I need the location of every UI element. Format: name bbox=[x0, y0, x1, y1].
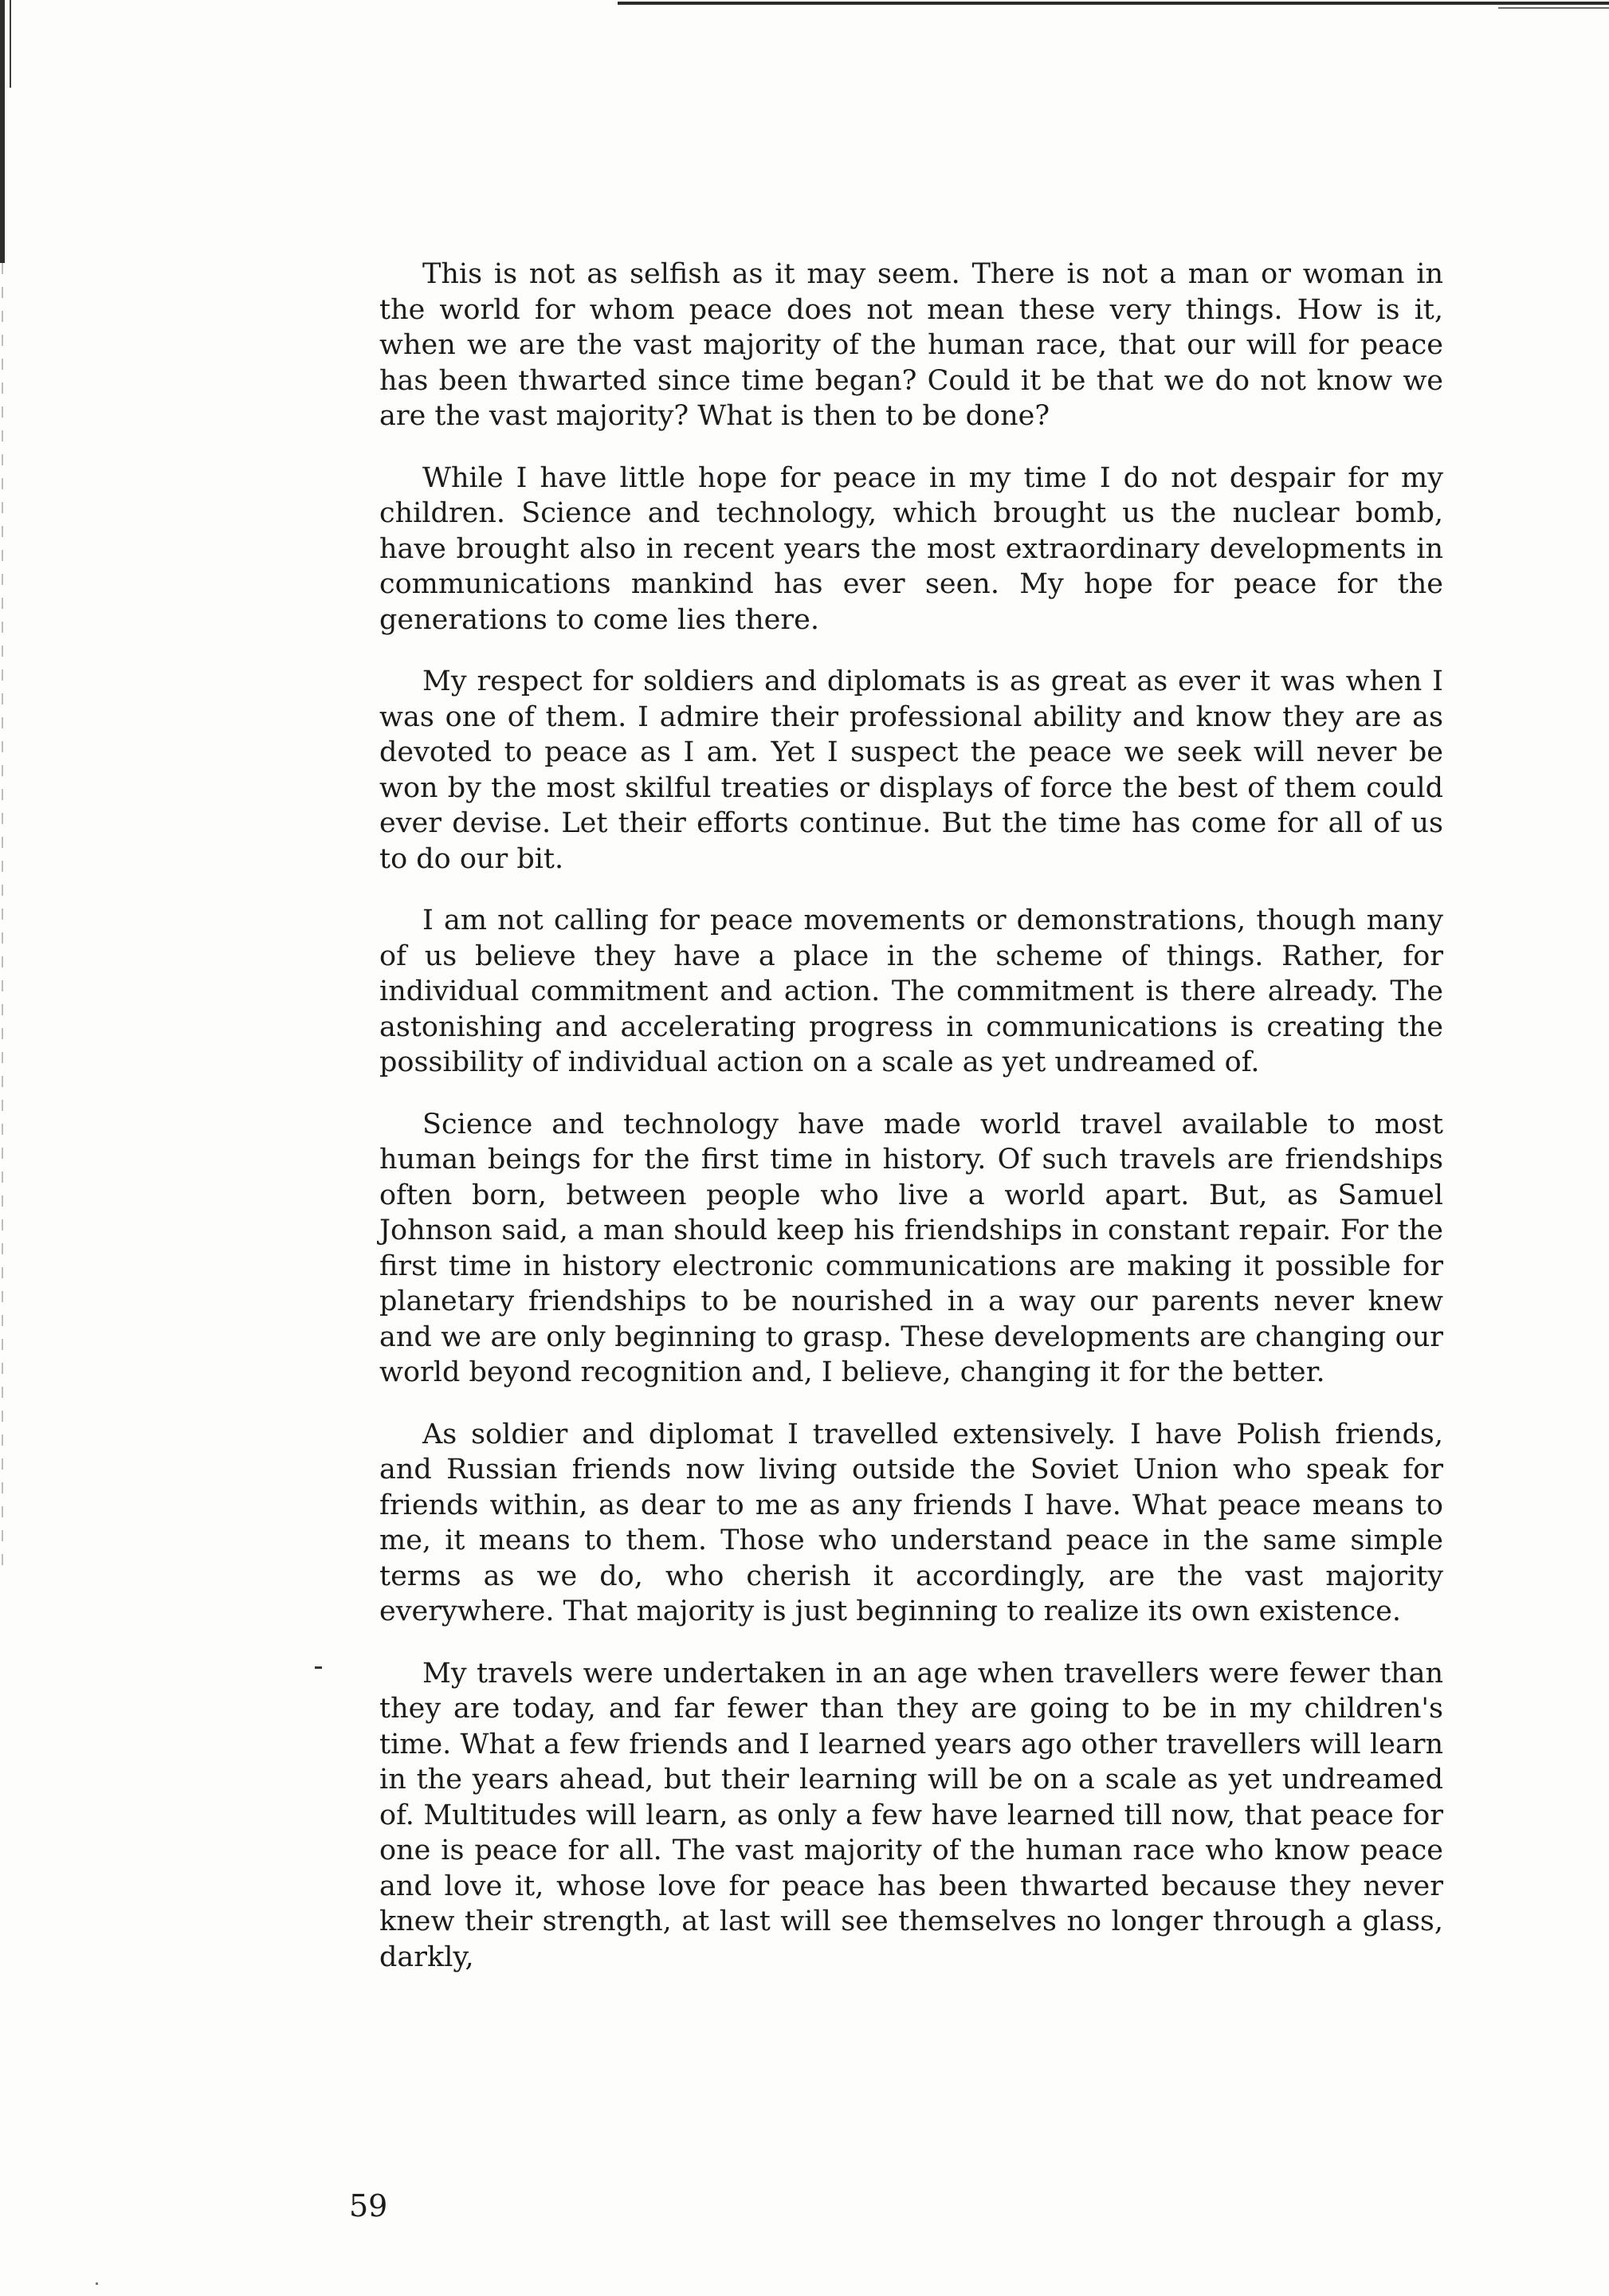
page-body bbox=[379, 257, 1443, 2001]
scan-stray-mark bbox=[315, 1666, 322, 1669]
paragraph-1: This is not as selfish as it may seem. There is not a man or woman in the world for whom peace does not mean these very things. How is it, when we are the vast majority of the human race, that our will for peace has been thwarted since time began? Could it be that we do not know we are the vast majority? What is then to be done? bbox=[379, 258, 1443, 432]
scan-spine-edge bbox=[10, 0, 11, 88]
paragraph-7: My travels were undertaken in an age when travellers were fewer than they are today, and far fewer than they are going to be in my children's time. What a few friends and I learned years ago other travellers will learn in the years ahead, but their learning will be on a scale as yet undreamed of. Multitudes will learn, as only a few have learned till now, that peace for one is peace for all. The vast majority of the human race who know peace and love it, whose love for peace has been thwarted because they never knew their strength, at last will see themselves no longer through a glass, darkly, bbox=[379, 1657, 1443, 1973]
paragraph-6: As soldier and diplomat I travelled extensively. I have Polish friends, and Russian friends now living outside the Soviet Union who speak for friends within, as dear to me as any friends I have. What peace means to me, it means to them. Those who understand peace in the same simple terms as we do, who cherish it accordingly, are the vast majority everywhere. That majority is just beginning to realize its own existence. bbox=[379, 1418, 1443, 1627]
page-number: 59 bbox=[349, 2188, 388, 2223]
paragraph-2: While I have little hope for peace in my time I do not despair for my children. Science and technology, which brought us the nuclear bomb, have brought also in recent years the most extraordinary developments in communications mankind has ever seen. My hope for peace for the generations to come lies there. bbox=[379, 461, 1443, 636]
scan-spine-shadow bbox=[0, 0, 5, 263]
top-border-rule-secondary bbox=[1498, 7, 1609, 9]
scan-dust-speck bbox=[96, 2282, 98, 2285]
paragraph-5: Science and technology have made world travel available to most human beings for the first time in history. Of such travels are friendships often born, between people who live a world apart. But, as Samuel Johnson said, a man should keep his friendships in constant repair. For the first time in history electronic communications are making it possible for planetary friendships to be nourished in a way our parents never knew and we are only beginning to grasp. These developments are changing our world beyond recognition and, I believe, changing it for the better. bbox=[379, 1108, 1443, 1388]
paragraph-3: My respect for soldiers and diplomats is as great as ever it was when I was one of them. I admire their professional ability and know they are as devoted to peace as I am. Yet I suspect the peace we seek will never be won by the most skilful treaties or displays of force the best of them could ever devise. Let their efforts continue. But the time has come for all of us to do our bit. bbox=[379, 665, 1443, 875]
paragraph-4: I am not calling for peace movements or demonstrations, though many of us believe they have a place in the scheme of things. Rather, for individual commitment and action. The commitment is there already. The astonishing and accelerating progress in communications is creating the possibility of individual action on a scale as yet undreamed of. bbox=[379, 905, 1443, 1078]
top-border-rule bbox=[618, 2, 1609, 5]
scan-margin-artifact bbox=[2, 263, 3, 1578]
